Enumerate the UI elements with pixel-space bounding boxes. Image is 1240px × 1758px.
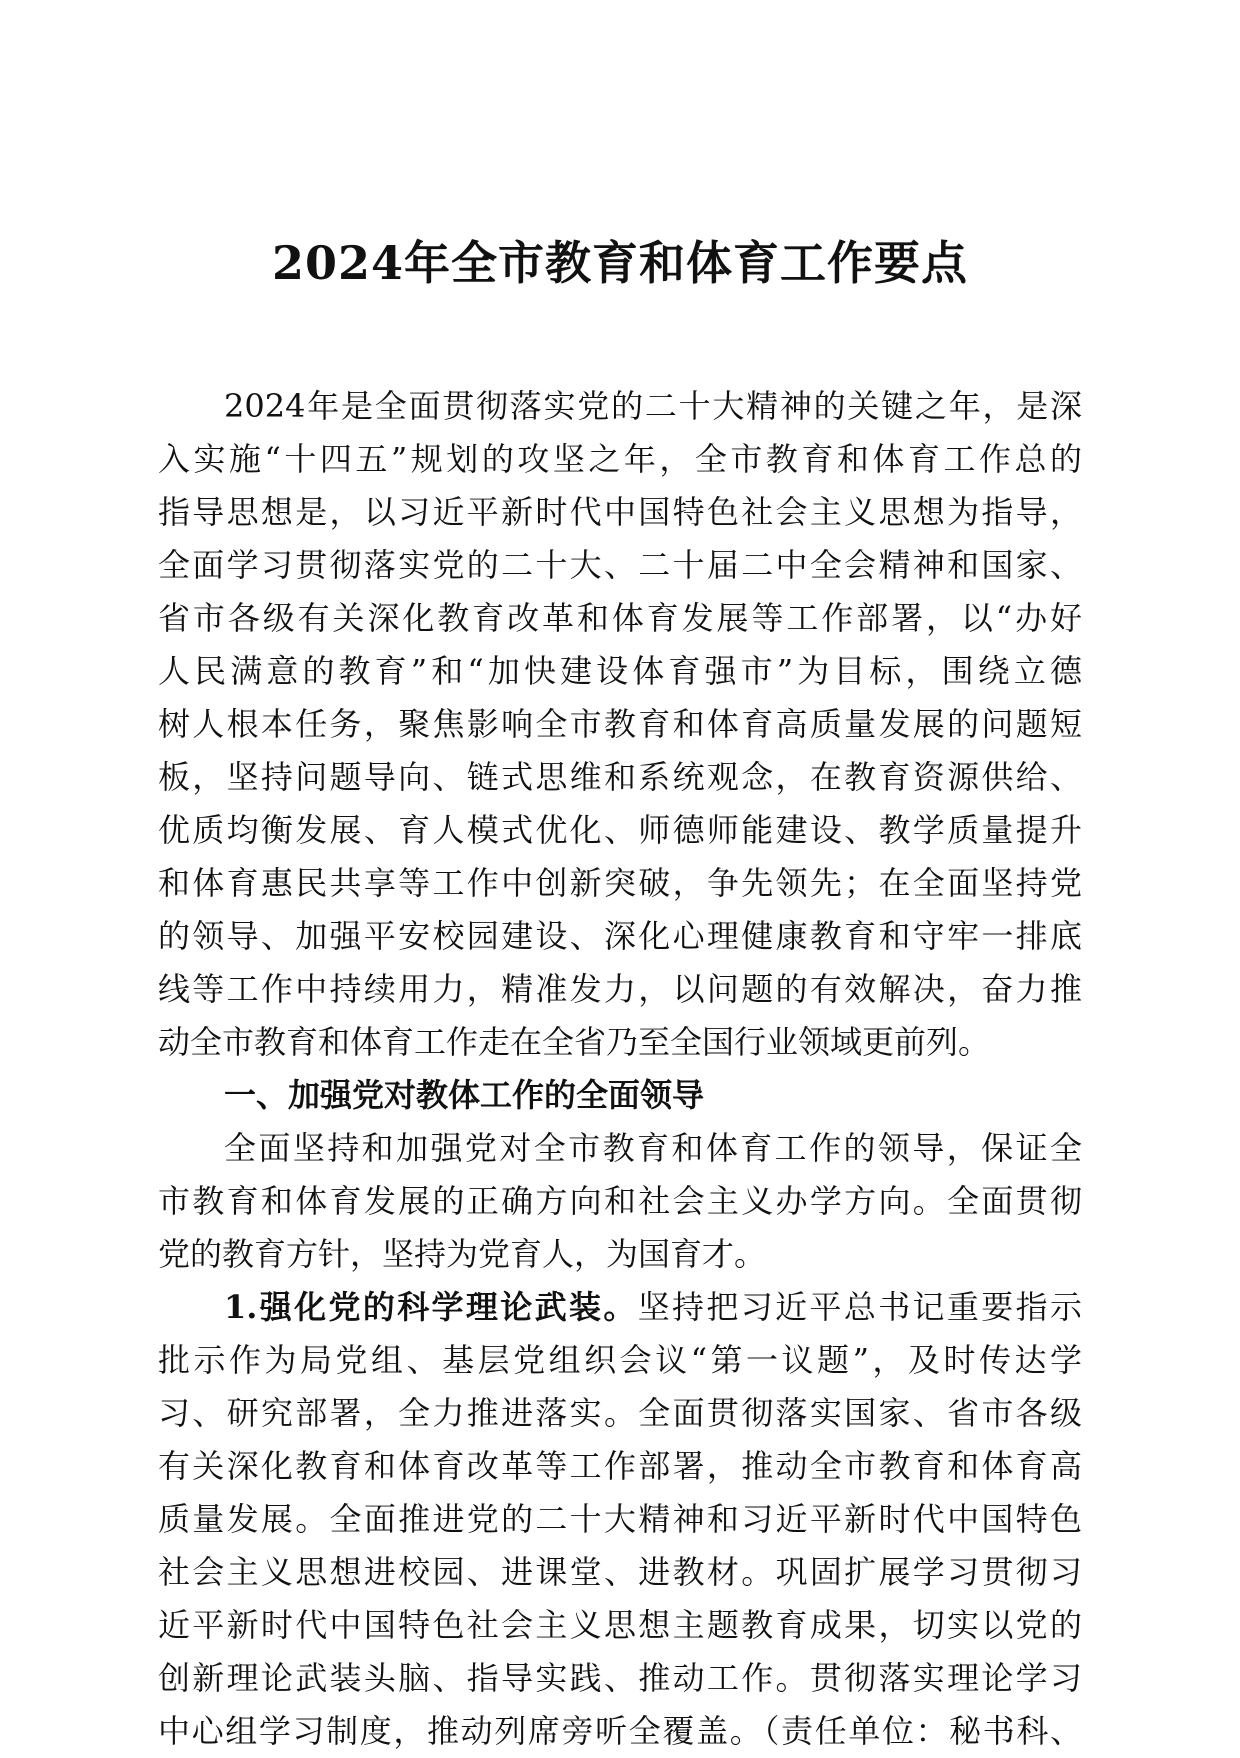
intro-line: 的领导、加强平安校园建设、深化心理健康教育和守牢一排底 (158, 917, 1082, 955)
intro-line: 全面学习贯彻落实党的二十大、二十届二中全会精神和国家、 (158, 546, 1082, 584)
item-lead: 1.强化党的科学理论武装。 (224, 1288, 638, 1326)
item-first-line (158, 1281, 1082, 1334)
item-line: 中心组学习制度，推动列席旁听全覆盖。（责任单位：秘书科、 (158, 1712, 1082, 1750)
intro-line: 省市各级有关深化教育改革和体育发展等工作部署，以“办好 (158, 599, 1082, 637)
item-line: 创新理论武装头脑、指导实践、推动工作。贯彻落实理论学习 (158, 1659, 1082, 1697)
item-line: 批示作为局党组、基层党组织会议“第一议题”，及时传达学 (158, 1341, 1082, 1379)
intro-line: 人民满意的教育”和“加快建设体育强市”为目标，围绕立德 (158, 652, 1082, 690)
section-line: 市教育和体育发展的正确方向和社会主义办学方向。全面贯彻 (158, 1182, 1082, 1220)
intro-line: 树人根本任务，聚焦影响全市教育和体育高质量发展的问题短 (158, 705, 1082, 743)
intro-line: 线等工作中持续用力，精准发力，以问题的有效解决，奋力推 (158, 970, 1082, 1008)
item-first-rest: 坚持把习近平总书记重要指示 (637, 1288, 1082, 1326)
item-line: 有关深化教育和体育改革等工作部署，推动全市教育和体育高 (158, 1447, 1082, 1485)
item-line: 质量发展。全面推进党的二十大精神和习近平新时代中国特色 (158, 1500, 1082, 1538)
intro-line: 板，坚持问题导向、链式思维和系统观念，在教育资源供给、 (158, 758, 1082, 796)
intro-line: 和体育惠民共享等工作中创新突破，争先领先；在全面坚持党 (158, 864, 1082, 902)
item-line: 习、研究部署，全力推进落实。全面贯彻落实国家、省市各级 (158, 1394, 1082, 1432)
intro-line: 指导思想是，以习近平新时代中国特色社会主义思想为指导， (158, 493, 1082, 531)
item-line: 近平新时代中国特色社会主义思想主题教育成果，切实以党的 (158, 1606, 1082, 1644)
document-body (158, 380, 1082, 1758)
intro-line: 2024年是全面贯彻落实党的二十大精神的关键之年，是深 (224, 387, 1082, 425)
section-line: 党的教育方针，坚持为党育人，为国育才。 (158, 1235, 767, 1273)
document-title: 2024年全市教育和体育工作要点 (271, 236, 969, 290)
section-heading: 一、加强党对教体工作的全面领导 (224, 1076, 705, 1114)
intro-line: 优质均衡发展、育人模式优化、师德师能建设、教学质量提升 (158, 811, 1082, 849)
section-line: 全面坚持和加强党对全市教育和体育工作的领导，保证全 (224, 1129, 1082, 1167)
intro-line: 入实施“十四五”规划的攻坚之年，全市教育和体育工作总的 (158, 440, 1082, 478)
item-line: 社会主义思想进校园、进课堂、进教材。巩固扩展学习贯彻习 (158, 1553, 1082, 1591)
intro-line: 动全市教育和体育工作走在全省乃至全国行业领域更前列。 (158, 1023, 991, 1061)
